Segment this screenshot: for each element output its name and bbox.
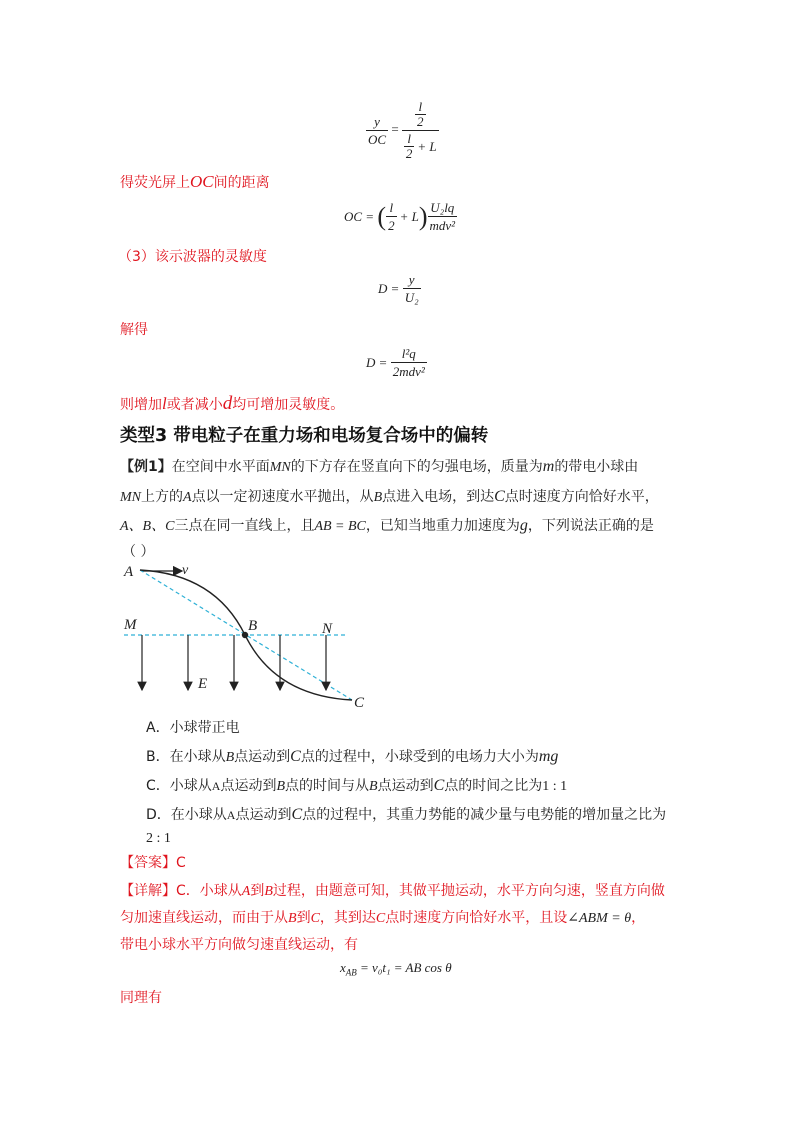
detail-line-4: 同理有 [120, 990, 162, 1006]
eq1-lhs-num: y [374, 114, 380, 129]
eq2-paren-num: l [389, 200, 394, 215]
eq3-den: U₂ [404, 290, 419, 305]
example-line-2: MN上方的A点以一定初速度水平抛出，从B点进入电场，到达C点时速度方向恰好水平， [120, 488, 659, 505]
text-oc-distance: 得荧光屏上OC间的距离 [120, 172, 270, 191]
eq2-equals: = [366, 208, 374, 224]
equation-oc: OC = ( $\frac{l}{2}$ + L ) $\frac{\text{U₂lq}}{\text{mdv²}}$ [344, 200, 456, 233]
option-b[interactable]: B．在小球从B点运动到C点的过程中，小球受到的电场力大小为mg [146, 748, 559, 765]
text-solve: 解得 [120, 322, 148, 338]
eq4-equals: = [379, 354, 387, 370]
section-heading: 类型3 带电粒子在重力场和电场复合场中的偏转 [120, 426, 489, 446]
detail-line-2: 匀加速直线运动，而由于从B到C，其到达C点时速度方向恰好水平，且设∠ABM = θ， [120, 910, 646, 926]
option-d-ratio: 2 : 1 [146, 831, 171, 846]
example-line-1: 【例1】在空间中水平面MN的下方存在竖直向下的匀强电场，质量为m的带电小球由 [120, 458, 639, 475]
eq4-den: 2mdv² [392, 364, 425, 379]
eq4-lhs: D [366, 354, 376, 370]
label-b: B [248, 618, 258, 634]
equation-d-result [366, 346, 427, 379]
detail-line-3: 带电小球水平方向做匀速直线运动，有 [120, 937, 358, 953]
eq1-rhs-num-num: l [418, 99, 423, 114]
label-a: A [124, 564, 134, 580]
eq1-equals: = [391, 121, 399, 137]
example-line-3: A、B、C三点在同一直线上，且AB = BC，已知当地重力加速度为g，下列说法正确的是 [120, 517, 654, 534]
text-increase-sensitivity: 则增加l或者减小d均可增加灵敏度。 [120, 393, 345, 414]
option-d[interactable]: D．在小球从A点运动到C点的过程中，其重力势能的减少量与电势能的增加量之比为 [146, 806, 667, 823]
option-a[interactable]: A．小球带正电 [146, 720, 240, 736]
eq1-rhs-den-tail: + L [417, 139, 437, 154]
eq1-lhs-den: OC [368, 132, 387, 147]
detail-label: 【详解】 [120, 883, 176, 899]
eq3-equals: = [391, 280, 399, 296]
eq2-frac-num: U₂lq [430, 200, 455, 215]
eq2-paren-tail: + L [399, 208, 419, 224]
example-label: 【例1】 [120, 459, 172, 475]
example-line-4: （ ） [122, 544, 155, 560]
detail-line-1: 【详解】C．小球从A到B过程，由题意可知，其做平抛运动，水平方向匀速，竖直方向做 [120, 883, 665, 899]
eq2-paren-den: 2 [388, 218, 395, 233]
eq3-lhs: D [378, 280, 388, 296]
label-v: v [182, 563, 189, 578]
trajectory-figure [120, 560, 380, 710]
label-e: E [198, 676, 208, 692]
equation-y-over-oc [366, 100, 439, 161]
answer-value: C [176, 855, 186, 871]
label-n: N [322, 621, 333, 637]
eq1-rhs-den-den: 2 [405, 146, 413, 161]
eq2-frac-den: mdv² [429, 218, 456, 233]
eq4-num: l²q [401, 346, 416, 361]
eq1-rhs-den-num: l [407, 131, 411, 146]
detail-equation: $x_{AB} = v_0t_1$ = AB cos θ [340, 960, 452, 978]
label-m: M [124, 617, 137, 633]
eq2-lhs: OC [344, 208, 363, 224]
text-sensitivity: （3）该示波器的灵敏度 [118, 249, 267, 265]
eq1-rhs-num-den: 2 [417, 114, 424, 129]
eq3-num: y [408, 272, 415, 287]
equation-d-y-u2 [378, 272, 421, 305]
answer-label: 【答案】 [120, 855, 176, 871]
option-c[interactable]: C．小球从A点运动到B点的时间与从B点运动到C点的时间之比为1 : 1 [146, 777, 568, 794]
label-c: C [354, 695, 365, 710]
answer-line [120, 853, 186, 873]
